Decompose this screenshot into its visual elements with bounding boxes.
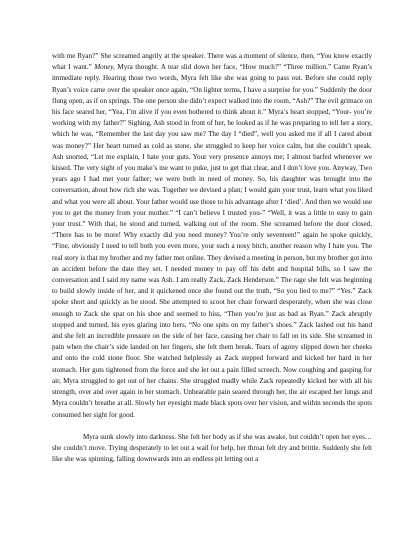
story-paragraph-2: Myra sunk slowly into darkness. She felt her body as if she was awake, but couldn’t open her eyes… she couldn’t move. Trying desperately to let out a wail for help, her throat felt dry and brittle. Suddenly she felt like she was spinning, falling downwards into an endless pit letting out a	[52, 432, 372, 464]
story-paragraph-1: with me Ryan?” She screamed angrily at the speaker. There was a moment of silence, then, “You know exactly what I want.” Money, Myra thought. A tear slid down her face, “How much?” “Three million.” Came Ryan’s immediate reply. Hearing those two words, Myra felt like she was going to pass out. Before she could reply Ryan’s voice came over the speaker once again, “On lighter terms, I have a surprise for you.” Suddenly the door flung open, as if on springs. The one person she didn’t expect walked into the room, “Ash?” The evil grimace on his face seared her, “Yea, I’m alive if you even bothered to think about it.” Myra’s heart stopped, “Your- you’re working with my father?” Sighing, Ash stood in front of her, he looked as if he was preparing to tell her a story, which he was, “Remember the last day you saw me? The day I “died”, well you asked me if all I cared about was money?” Her heart turned as cold as stone, she struggled to keep her voice calm, but she couldn’t speak. Ash snorted, “Let me explain, I hate your guts. Your very presence annoys me; I almost barfed whenever we kissed. The very sight of you make’s me want to puke, just to get that clear, and I don’t love you. Anyway, Two years ago I had met your father; we were both in need of money. So, his daughter was brought into the conversation, about how rich she was. Together we devised a plan; I would gain your trust, learn what you liked and what you were all about. Your father would use those to his advantage after I ‘died’. And then we would use you to get the money from your mother.” “I can’t believe I trusted you-” “Well, it was a little to easy to gain your trust.” With that, he stood and turned, walking out of the room. She screamed before the door closed, “There has to be more! Why exactly did you need money? You’re only seventeen!” again he spoke quickly, “Fine, obviously I need to tell both you even more, your such a nosy bitch, another reason why I hate you. The real story is that my brother and my father met online. They devised a meeting in person, but my brother got into an accident before the date they set. I needed money to pay off his debt and hospital bills, so I saw the conversation and I said my name was Ash. I am really Zack, Zack Henderson.” The rage she felt was beginning to build slowly inside of her, and it quickened once she found out the truth, “So you lied to me?” “Yes.” Zack spoke short and quickly as he stood. She attempted to scoot her chair forward desperately, when she was close enough to Zack she spat on his shoe and seemed to hiss, “Then you’re just as bad as Ryan.” Zack abruptly stopped and turned, his eyes glaring into hers, “No one spits on my father’s shoes.” Zack lashed out his hand and she felt an incredible pressure on the side of her face, causing her chair to fall on its side. She screamed in pain when the chair’s side landed on her fingers, she felt them break. Tears of agony slipped down her cheeks and onto the cold stone floor. She watched helplessly as Zack stepped forward and kicked her hard in her stomach. Her guts tightened from the force and she let out a pain filled screech. Now coughing and gasping for air, Myra struggled to get out of her chains. She struggled madly while Zack repeatedly kicked her with all his strength, over and over again in her stomach. Unbearable pain seared through her, the air escaped her lungs and Myra couldn’t breathe at all. Slowly her eyesight made black spots over her vision, and within seconds the spots consumed her sight for good.	[52, 52, 372, 419]
emphasis-text: Money,	[94, 63, 115, 72]
